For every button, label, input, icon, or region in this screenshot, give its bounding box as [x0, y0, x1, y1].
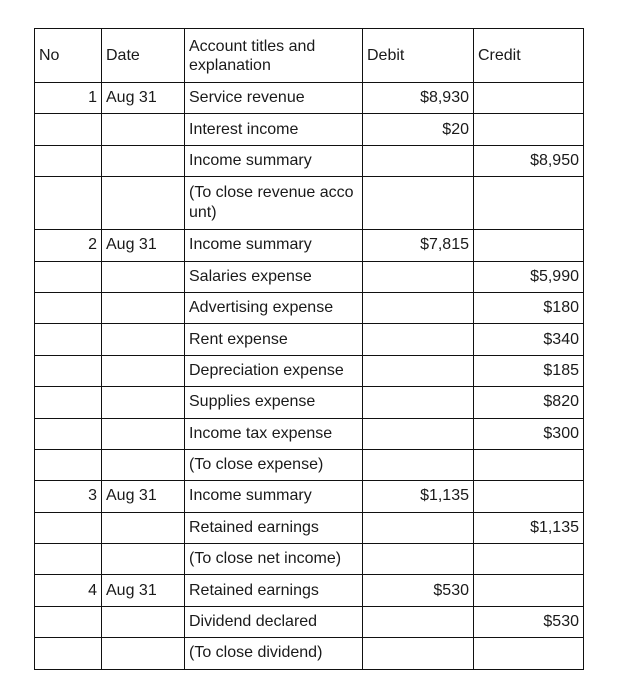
debit-amount [363, 261, 474, 292]
header-account: Account titles and explanation [185, 29, 363, 83]
table-row [35, 83, 584, 114]
header-credit: Credit [474, 29, 584, 83]
entry-number [35, 324, 102, 355]
credit-amount [474, 177, 584, 230]
debit-amount [363, 145, 474, 176]
account-title: Advertising expense [185, 292, 363, 323]
table-row [35, 292, 584, 323]
debit-amount: $7,815 [363, 230, 474, 261]
entry-explanation: (To close revenue account) [185, 177, 363, 230]
entry-number [35, 261, 102, 292]
entry-date: Aug 31 [102, 481, 185, 512]
credit-amount: $340 [474, 324, 584, 355]
table-row [35, 481, 584, 512]
entry-number [35, 449, 102, 480]
entry-number [35, 606, 102, 637]
header-debit: Debit [363, 29, 474, 83]
table-row [35, 355, 584, 386]
entry-date [102, 261, 185, 292]
entry-number: 1 [35, 83, 102, 114]
debit-amount [363, 449, 474, 480]
table-row [35, 512, 584, 543]
entry-number [35, 638, 102, 669]
entry-number [35, 512, 102, 543]
entry-number [35, 418, 102, 449]
table-row [35, 324, 584, 355]
debit-amount [363, 638, 474, 669]
credit-amount [474, 481, 584, 512]
entry-number [35, 355, 102, 386]
debit-amount: $530 [363, 575, 474, 606]
credit-amount: $530 [474, 606, 584, 637]
table-row [35, 230, 584, 261]
account-title: Depreciation expense [185, 355, 363, 386]
entry-number [35, 114, 102, 145]
debit-amount [363, 544, 474, 575]
entry-number [35, 145, 102, 176]
debit-amount [363, 418, 474, 449]
entry-number: 3 [35, 481, 102, 512]
credit-amount [474, 449, 584, 480]
entry-explanation: (To close dividend) [185, 638, 363, 669]
entry-number [35, 292, 102, 323]
entry-date [102, 606, 185, 637]
account-title: Dividend declared [185, 606, 363, 637]
entry-number [35, 387, 102, 418]
entry-explanation: (To close expense) [185, 449, 363, 480]
entry-date [102, 512, 185, 543]
entry-date [102, 544, 185, 575]
debit-amount [363, 512, 474, 543]
entry-date: Aug 31 [102, 83, 185, 114]
credit-amount: $300 [474, 418, 584, 449]
credit-amount [474, 114, 584, 145]
table-header-row [35, 29, 584, 83]
credit-amount: $820 [474, 387, 584, 418]
table-row [35, 387, 584, 418]
debit-amount: $20 [363, 114, 474, 145]
account-title: Interest income [185, 114, 363, 145]
account-title: Income summary [185, 145, 363, 176]
entry-date [102, 114, 185, 145]
account-title: Income summary [185, 481, 363, 512]
entry-explanation: (To close net income) [185, 544, 363, 575]
table-row [35, 544, 584, 575]
debit-amount: $1,135 [363, 481, 474, 512]
account-title: Service revenue [185, 83, 363, 114]
debit-amount: $8,930 [363, 83, 474, 114]
account-title: Income summary [185, 230, 363, 261]
credit-amount [474, 83, 584, 114]
entry-date [102, 324, 185, 355]
account-title: Retained earnings [185, 575, 363, 606]
entry-number: 4 [35, 575, 102, 606]
entry-number [35, 544, 102, 575]
credit-amount: $5,990 [474, 261, 584, 292]
debit-amount [363, 387, 474, 418]
table-row [35, 145, 584, 176]
entry-date [102, 387, 185, 418]
credit-amount: $1,135 [474, 512, 584, 543]
account-title: Salaries expense [185, 261, 363, 292]
account-title: Supplies expense [185, 387, 363, 418]
credit-amount: $8,950 [474, 145, 584, 176]
account-title: Retained earnings [185, 512, 363, 543]
credit-amount [474, 638, 584, 669]
entry-date [102, 418, 185, 449]
account-title: Rent expense [185, 324, 363, 355]
credit-amount [474, 575, 584, 606]
entry-date [102, 145, 185, 176]
debit-amount [363, 324, 474, 355]
table-row [35, 575, 584, 606]
account-title: Income tax expense [185, 418, 363, 449]
entry-date: Aug 31 [102, 230, 185, 261]
entry-number [35, 177, 102, 230]
entry-date [102, 355, 185, 386]
credit-amount [474, 544, 584, 575]
debit-amount [363, 177, 474, 230]
entry-date [102, 177, 185, 230]
header-date: Date [102, 29, 185, 83]
table-row [35, 418, 584, 449]
debit-amount [363, 606, 474, 637]
header-no: No [35, 29, 102, 83]
credit-amount: $185 [474, 355, 584, 386]
closing-entries-table [34, 28, 584, 670]
entry-date [102, 449, 185, 480]
debit-amount [363, 292, 474, 323]
table-row [35, 449, 584, 480]
credit-amount: $180 [474, 292, 584, 323]
table-row [35, 638, 584, 669]
entry-number: 2 [35, 230, 102, 261]
table-row [35, 606, 584, 637]
table-row [35, 261, 584, 292]
table-row [35, 177, 584, 230]
debit-amount [363, 355, 474, 386]
table-row [35, 114, 584, 145]
entry-date [102, 638, 185, 669]
entry-date: Aug 31 [102, 575, 185, 606]
entry-date [102, 292, 185, 323]
credit-amount [474, 230, 584, 261]
